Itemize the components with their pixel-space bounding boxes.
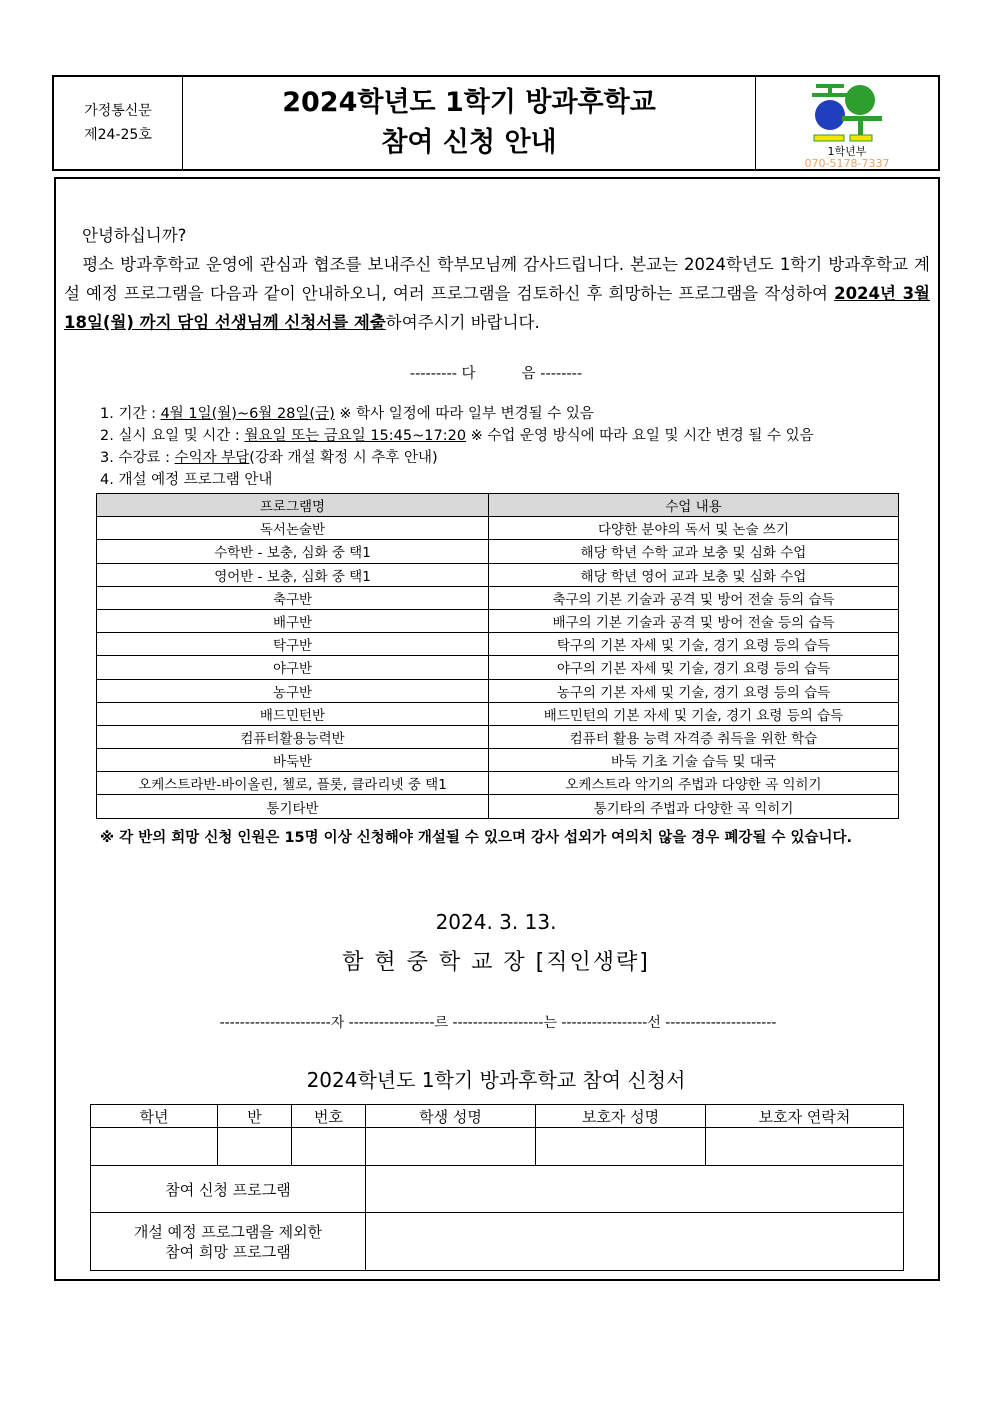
- notice-footnote: ※ 각 반의 희망 신청 인원은 15명 이상 신청해야 개설될 수 있으며 강사 섭외가 여의치 않을 경우 폐강될 수 있습니다.: [100, 830, 853, 846]
- class-input-cell[interactable]: [218, 1128, 292, 1166]
- other-program-label-line: 참여 희망 프로그램: [165, 1242, 291, 1261]
- table-row: [97, 749, 899, 772]
- detail-value: 수익자 부담: [174, 450, 250, 466]
- program-content-cell: 바둑 기초 기술 습득 및 대국: [489, 749, 899, 772]
- student-name-input-cell[interactable]: [366, 1128, 536, 1166]
- program-content-cell: 탁구의 기본 자세 및 기술, 경기 요령 등의 습득: [489, 633, 899, 656]
- program-content-cell: 컴퓨터 활용 능력 자격증 취득을 위한 학습: [489, 725, 899, 748]
- form-header-row: [91, 1105, 904, 1128]
- column-header: 학년: [91, 1105, 218, 1128]
- program-name-cell: 수학반 - 보충, 심화 중 택1: [97, 540, 489, 563]
- program-name-cell: 통기타반: [97, 795, 489, 818]
- table-row: [97, 517, 899, 540]
- application-form-title: 2024학년도 1학기 방과후학교 참여 신청서: [306, 1068, 686, 1092]
- detail-label: 3. 수강료 :: [100, 450, 175, 466]
- other-program-input-cell[interactable]: [366, 1213, 904, 1271]
- program-name-cell: 축구반: [97, 586, 489, 609]
- detail-value: 4월 1일(월)~6월 28일(금): [160, 406, 335, 422]
- grade-input-cell[interactable]: [91, 1128, 218, 1166]
- program-content-cell: 해당 학년 수학 교과 보충 및 심화 수업: [489, 540, 899, 563]
- title-line-1: 2024학년도 1학기 방과후학교: [282, 87, 656, 118]
- detail-note: ※ 학사 일정에 따라 일부 변경될 수 있음: [334, 406, 594, 422]
- school-logo-box: [756, 77, 938, 169]
- column-header: 프로그램명: [97, 494, 489, 517]
- program-content-cell: 농구의 기본 자세 및 기술, 경기 요령 등의 습득: [489, 679, 899, 702]
- program-name-cell: 배구반: [97, 609, 489, 632]
- table-header-row: [97, 494, 899, 517]
- column-header: 보호자 성명: [536, 1105, 706, 1128]
- table-row: [97, 795, 899, 818]
- cut-line: ----------------------자 -----------------르 ------------------는 -----------------선 ----------------------: [219, 1015, 777, 1031]
- form-input-row: [91, 1128, 904, 1166]
- table-row: [97, 702, 899, 725]
- details-list: [100, 403, 814, 491]
- program-content-cell: 통기타의 주법과 다양한 곡 익히기: [489, 795, 899, 818]
- notice-type: 가정통신문: [84, 103, 152, 119]
- program-content-cell: 배구의 기본 기술과 공격 및 방어 전술 등의 습득: [489, 609, 899, 632]
- guardian-name-input-cell[interactable]: [536, 1128, 706, 1166]
- table-row: [97, 725, 899, 748]
- column-header: 보호자 연락처: [706, 1105, 904, 1128]
- column-header: 학생 성명: [366, 1105, 536, 1128]
- table-row: [97, 609, 899, 632]
- program-choice-input-cell[interactable]: [366, 1166, 904, 1213]
- program-content-cell: 축구의 기본 기술과 공격 및 방어 전술 등의 습득: [489, 586, 899, 609]
- program-choice-row: [91, 1166, 904, 1213]
- other-program-row: [91, 1213, 904, 1271]
- table-row: [97, 563, 899, 586]
- column-header: 번호: [292, 1105, 366, 1128]
- program-table: [96, 493, 899, 819]
- table-row: [97, 540, 899, 563]
- program-content-cell: 배드민턴의 기본 자세 및 기술, 경기 요령 등의 습득: [489, 702, 899, 725]
- program-name-cell: 컴퓨터활용능력반: [97, 725, 489, 748]
- table-row: [97, 586, 899, 609]
- document-title: [183, 77, 756, 169]
- intro-text: 평소 방과후학교 운영에 관심과 협조를 보내주신 학부모님께 감사드립니다. 본교는 2024학년도 1학기 방과후학교 계설 예정 프로그램을 다음과 같이 안내하오니, 여러 프로그램을 검토하신 후 희망하는 프로그램을 작성하여: [64, 255, 930, 303]
- program-name-cell: 농구반: [97, 679, 489, 702]
- program-content-cell: 야구의 기본 자세 및 기술, 경기 요령 등의 습득: [489, 656, 899, 679]
- greeting: 안녕하십니까?: [82, 226, 187, 245]
- table-row: [97, 656, 899, 679]
- program-name-cell: 바둑반: [97, 749, 489, 772]
- section-divider: --------- 다 음 --------: [409, 366, 583, 382]
- column-header: 반: [218, 1105, 292, 1128]
- detail-label: 1. 기간 :: [100, 406, 161, 422]
- program-content-cell: 해당 학년 영어 교과 보충 및 심화 수업: [489, 563, 899, 586]
- department-name: 1학년부: [827, 145, 867, 158]
- deadline-emphasis: 2024년 3월 18일(월) 까지 담임 선생님께 신청서를 제출: [64, 284, 930, 332]
- detail-period: [100, 403, 814, 425]
- title-line-2: 참여 신청 안내: [381, 127, 557, 158]
- program-content-cell: 다양한 분야의 독서 및 논술 쓰기: [489, 517, 899, 540]
- detail-value: 월요일 또는 금요일 15:45~17:20: [244, 428, 467, 444]
- detail-note: ※ 수업 운영 방식에 따라 요일 및 시간 변경 될 수 있음: [466, 428, 814, 444]
- department-phone: 070-5178-7337: [804, 157, 890, 170]
- detail-programs: 4. 개설 예정 프로그램 안내: [100, 472, 273, 488]
- detail-label: 2. 실시 요일 및 시간 :: [100, 428, 245, 444]
- program-name-cell: 탁구반: [97, 633, 489, 656]
- program-name-cell: 배드민턴반: [97, 702, 489, 725]
- table-row: [97, 679, 899, 702]
- notice-info: [54, 77, 183, 169]
- program-name-cell: 야구반: [97, 656, 489, 679]
- other-program-label-line: 개설 예정 프로그램을 제외한: [133, 1222, 323, 1241]
- program-name-cell: 영어반 - 보충, 심화 중 택1: [97, 563, 489, 586]
- document-header: [52, 75, 940, 171]
- intro-paragraph: [64, 250, 930, 337]
- program-name-cell: 독서논술반: [97, 517, 489, 540]
- principal-signature: 함 현 중 학 교 장 [직인생략]: [342, 950, 650, 975]
- table-row: [97, 772, 899, 795]
- intro-closing: 하여주시기 바랍니다.: [385, 313, 540, 332]
- program-content-cell: 오케스트라 악기의 주법과 다양한 곡 익히기: [489, 772, 899, 795]
- program-choice-label: 참여 신청 프로그램: [91, 1166, 366, 1213]
- guardian-contact-input-cell[interactable]: [706, 1128, 904, 1166]
- issue-date: 2024. 3. 13.: [435, 910, 557, 934]
- detail-schedule: [100, 425, 814, 447]
- notice-number: 제24-25호: [84, 127, 152, 143]
- column-header: 수업 내용: [489, 494, 899, 517]
- detail-note: (강좌 개설 확정 시 추후 안내): [249, 450, 438, 466]
- other-program-label: [91, 1213, 366, 1271]
- program-name-cell: 오케스트라반-바이올린, 첼로, 플롯, 클라리넷 중 택1: [97, 772, 489, 795]
- number-input-cell[interactable]: [292, 1128, 366, 1166]
- application-form-table: [90, 1104, 904, 1271]
- detail-fee: [100, 447, 814, 469]
- school-logo-icon: [812, 83, 884, 143]
- table-row: [97, 633, 899, 656]
